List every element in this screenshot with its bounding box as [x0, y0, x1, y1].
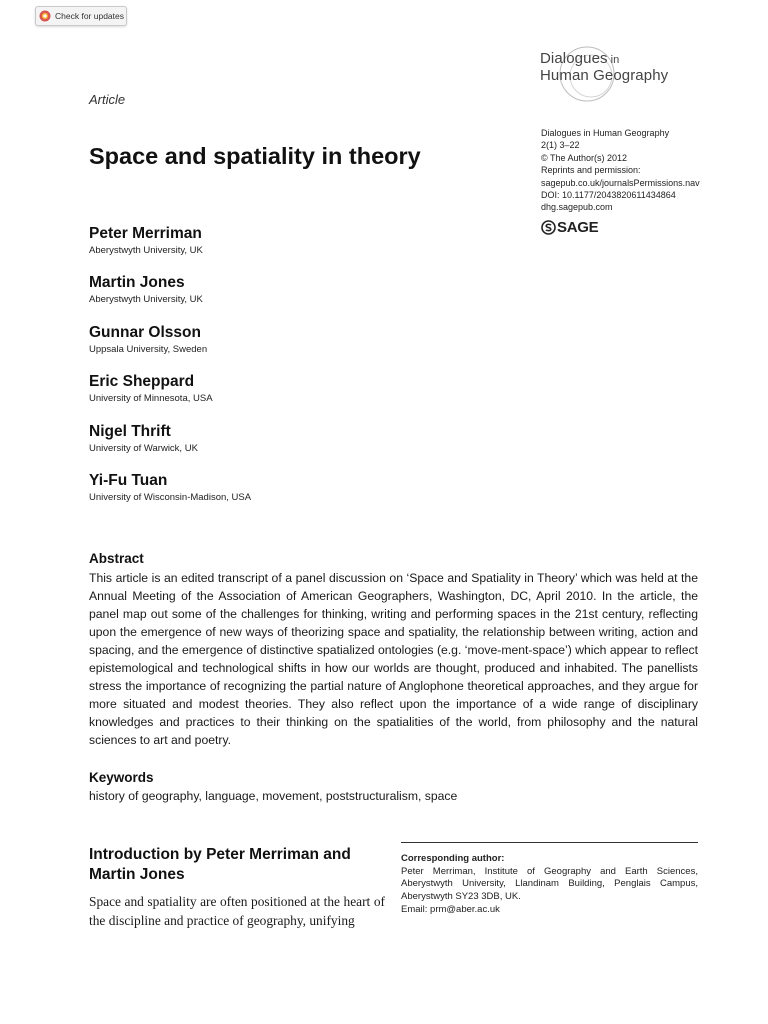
corresponding-author-block	[401, 853, 698, 917]
author-entry	[89, 472, 251, 504]
journal-meta	[541, 127, 700, 214]
abstract-text: This article is an edited transcript of a panel discussion on ‘Space and Spatiality in Theory’ which was held at the Annual Meeting of the Association of American Geographers, Washington, DC, April 2010. In the article, the panel map out some of the challenges for thinking, writing and performing spaces in the 21st century, reflecting upon the emergence of new ways of theorizing space and spatiality, the relationship between writing, action and spacing, and the emergence of distinctive spatialized ontologies (e.g. ‘move-ment-space’) which appear to reflect epistemological and technological shifts in how our worlds are thought, produced and inhabited. The panellists stress the importance of recognizing the partial nature of Anglophone theoretical approaches, and they argue for more situated and modest theories. They also reflect upon the importance of a wide range of disciplinary knowledges and practices to their thinking on the spatialities of the world, from philosophy and the natural sciences to art and poetry.	[89, 571, 698, 748]
meta-copyright: © The Author(s) 2012	[541, 152, 628, 163]
author-name: Yi-Fu Tuan	[89, 472, 168, 489]
meta-journal: Dialogues in Human Geography	[541, 128, 670, 138]
check-for-updates-badge[interactable]	[35, 6, 127, 26]
corresponding-divider	[401, 842, 698, 843]
article-type-label: Article	[89, 92, 126, 107]
intro-heading: Introduction by Peter Merriman and Martin Jones	[89, 846, 351, 883]
keywords-heading: Keywords	[89, 770, 154, 785]
sage-s-icon	[541, 220, 556, 235]
author-affiliation: Aberystwyth University, UK	[89, 294, 203, 305]
author-name: Martin Jones	[89, 274, 185, 291]
meta-permissions-link[interactable]: sagepub.co.uk/journalsPermissions.nav	[541, 177, 700, 188]
corresponding-heading: Corresponding author:	[401, 853, 505, 864]
author-affiliation: Uppsala University, Sweden	[89, 344, 208, 355]
meta-volume: 2(1) 3–22	[541, 140, 580, 151]
author-affiliation: University of Minnesota, USA	[89, 393, 213, 404]
publisher-logo-text: SAGE	[557, 218, 599, 236]
corresponding-email[interactable]: Email: prm@aber.ac.uk	[401, 903, 500, 915]
check-updates-icon	[39, 10, 51, 22]
journal-logo-line1: Dialogues in	[540, 50, 620, 67]
author-entry	[89, 423, 198, 455]
author-affiliation: Aberystwyth University, UK	[89, 245, 203, 256]
author-affiliation: University of Warwick, UK	[89, 443, 198, 454]
author-entry	[89, 225, 203, 257]
intro-paragraph: Space and spatiality are often positioned at the heart of the discipline and practice of geography, unifying	[89, 894, 385, 928]
journal-logo-line2: Human Geography	[540, 67, 669, 84]
meta-reprints: Reprints and permission:	[541, 165, 641, 176]
meta-doi[interactable]: DOI: 10.1177/2043820611434864	[541, 190, 676, 201]
journal-logo	[540, 42, 690, 104]
author-name: Gunnar Olsson	[89, 324, 201, 341]
author-name: Eric Sheppard	[89, 373, 195, 390]
keywords-text: history of geography, language, movement, poststructuralism, space	[89, 789, 458, 803]
author-affiliation: University of Wisconsin-Madison, USA	[89, 492, 252, 503]
article-title: Space and spatiality in theory	[89, 143, 421, 169]
corresponding-address: Peter Merriman, Institute of Geography and Earth Sciences, Aberystwyth University, Llandinam Building, Penglais Campus, Aberystwyth SY23 3DB, UK.	[401, 865, 698, 903]
publisher-logo	[541, 218, 598, 236]
meta-site-link[interactable]: dhg.sagepub.com	[541, 202, 613, 213]
abstract-heading: Abstract	[89, 551, 144, 566]
author-entry	[89, 274, 203, 306]
author-name: Nigel Thrift	[89, 423, 171, 440]
author-name: Peter Merriman	[89, 225, 202, 242]
check-for-updates-label: Check for updates	[55, 11, 124, 21]
author-entry	[89, 373, 213, 405]
author-entry	[89, 324, 207, 356]
